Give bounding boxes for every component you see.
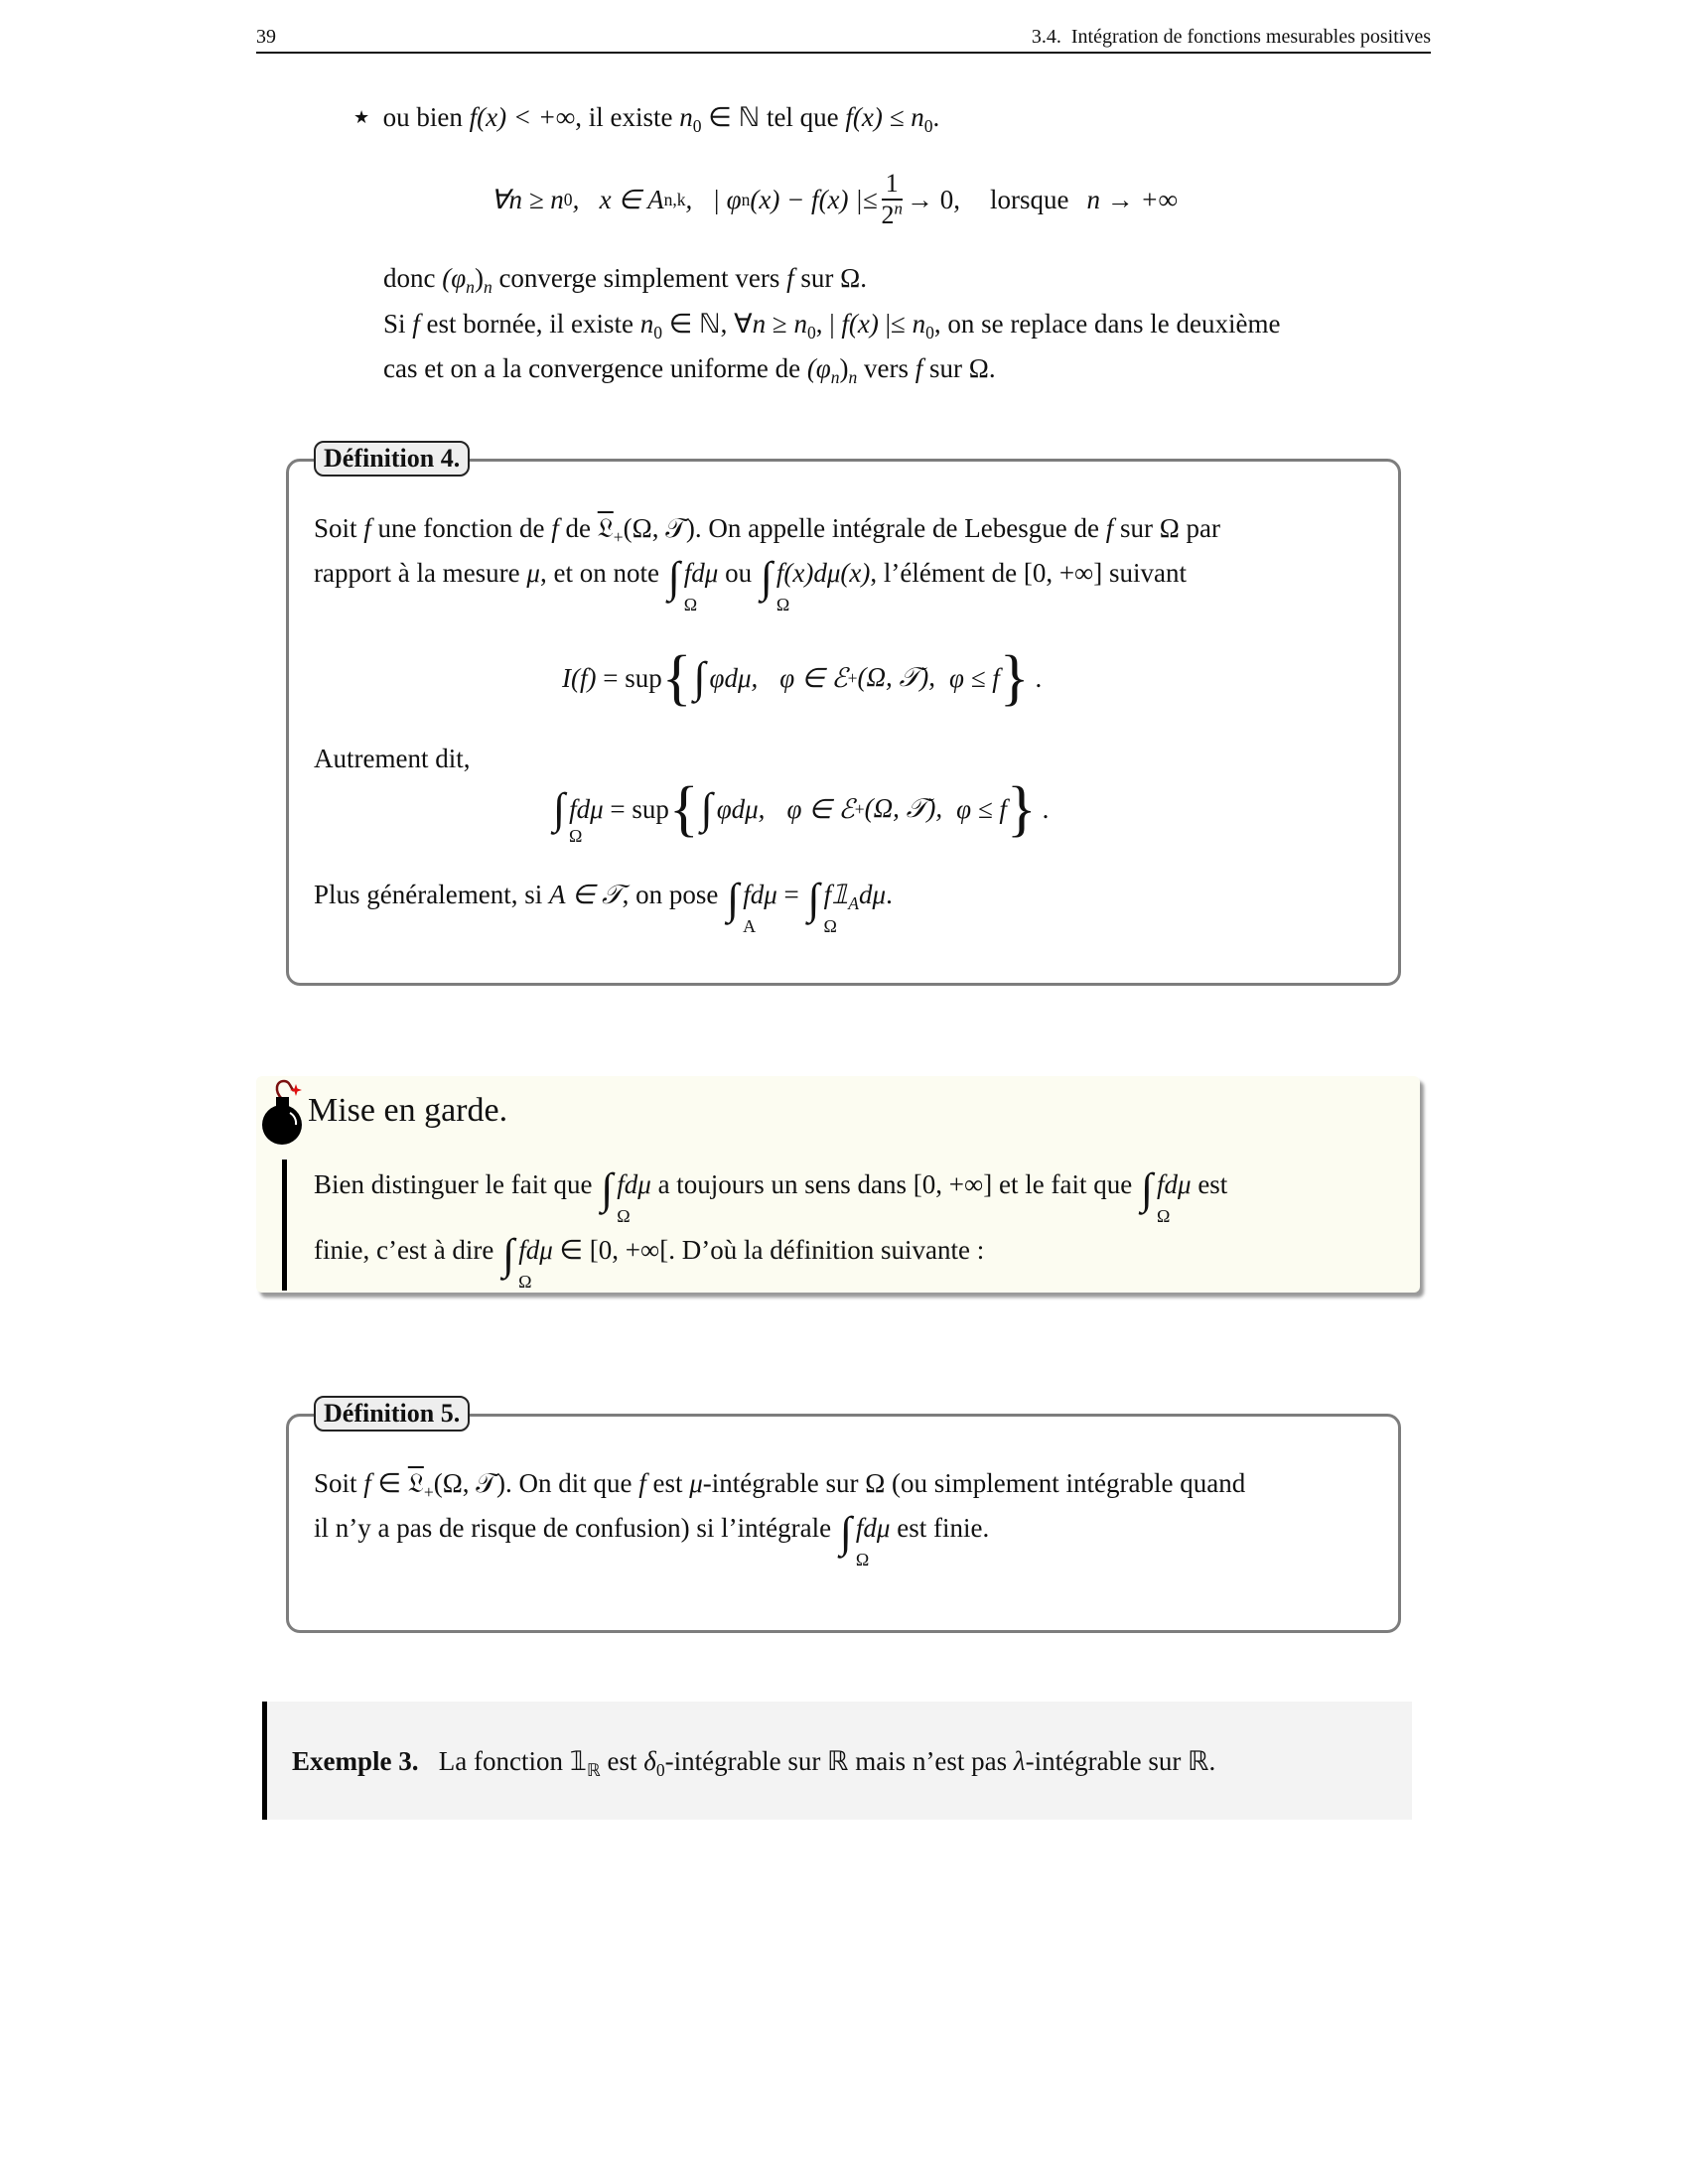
math: fdμ [617,1169,651,1199]
math: (φ [806,353,831,383]
integral-sign [700,784,713,833]
header-rule [256,52,1431,54]
math: n [679,102,693,132]
definition-4-line: Autrement dit, [314,744,471,773]
math: ∫ [839,1508,852,1557]
definition-4-equation-1: I(f) = sup { ∫ φdμ, φ ∈ ℰ + (Ω, 𝒯), φ ≤ f } . [562,644,1043,712]
math: dμ [859,880,887,909]
text: est [645,1468,690,1498]
math-sub: 0 [923,116,933,137]
math: f𝟙 [823,880,849,909]
text: ∈ [0, +∞[. D’où la définition suivante : [552,1235,985,1265]
math: f [638,1468,646,1498]
math-sub: n [830,367,840,388]
text: sur Ω par [1113,513,1221,543]
math: fdμ [569,793,604,824]
math: f [914,353,923,383]
integral-limit: Ω [855,1550,870,1570]
text: donc [383,263,443,293]
definition-4-equation-2: ∫ Ω fdμ = sup { ∫ φdμ, φ ∈ ℰ + (Ω, 𝒯), φ ≤ f } . [553,775,1050,846]
right-brace: } [999,644,1030,712]
text: de [558,513,598,543]
math: fdμ [743,880,777,909]
math: (Ω, 𝒯) [623,513,695,543]
math: . [886,880,893,909]
text: cas et on a la convergence uniforme de [383,353,807,383]
math: φ ∈ ℰ [779,662,848,693]
math: ≥ [766,309,794,339]
math: 𝔏 [597,513,614,543]
paragraph-line [383,352,996,388]
math: n [752,309,767,339]
text: . On appelle intégrale de Lebesgue de [694,513,1106,543]
text: ou bien [382,102,470,132]
math: = [776,880,806,909]
math: ∫ [553,784,566,833]
text: est finie. [890,1513,990,1543]
math: n [912,309,926,339]
example-3-text [292,1745,1216,1781]
integral-limit: Ω [617,1206,631,1226]
math: fdμ [855,1513,891,1543]
integral-limit: Ω [823,916,837,936]
text: rapport à la mesure [314,558,527,588]
warning-title: Mise en garde. [308,1092,508,1129]
math: λ [1013,1746,1026,1776]
math-sub: 0 [806,323,816,343]
definition-4-line [314,512,1221,548]
math: . [1042,793,1050,824]
math: f [1105,513,1114,543]
text: Bien distinguer le fait que [314,1169,600,1199]
math-sub: n [483,277,492,298]
text: est [1191,1169,1228,1199]
math: φdμ, [709,662,759,693]
math-sub: 0 [692,116,702,137]
text: sur Ω. [793,263,867,293]
integral-limit: Ω [683,595,698,614]
math: ∈ ℕ [701,102,761,132]
definition-4-line [314,553,1188,614]
paragraph-line [383,308,1281,343]
running-header: 3.4. Intégration de fonctions mesurables positives [1031,26,1431,48]
math: f(x) [841,309,879,339]
definition-5-line [314,1508,990,1570]
text: ou [718,558,759,588]
fraction-numerator: 1 [885,169,899,199]
math: I(f) [562,662,597,693]
right-brace: } [1006,775,1037,843]
math: = sup [603,793,669,824]
math: 2 [881,200,895,229]
math: , | φ [685,184,742,214]
math: 𝔏 [407,1468,424,1498]
paragraph-line [383,262,867,298]
text: est bornée, il existe [419,309,640,339]
math: ) [474,263,484,293]
text: , et on note [539,558,666,588]
text: Soit [314,1468,364,1498]
text: . On dit que [504,1468,639,1498]
integral-limit: Ω [775,595,790,614]
math: |≤ [878,309,913,339]
math: (Ω, 𝒯), [864,793,943,823]
integral-limit: Ω [569,826,583,846]
integral-sign [760,553,790,614]
math: ∫ [667,553,680,602]
text: tel que [760,102,846,132]
integral-sign [601,1164,631,1226]
text: , on pose [622,880,726,909]
math: f [551,513,559,543]
text: Soit [314,513,364,543]
math: ∫ [807,875,820,923]
integral-limit: A [743,916,757,936]
text: La fonction [438,1746,570,1776]
math: f(x) < +∞ [469,102,576,132]
math: (Ω, 𝒯) [433,1468,505,1498]
bomb-icon [260,1077,310,1157]
page-number: 39 [256,26,276,48]
star-icon: ★ [353,107,370,127]
text: -intégrable sur ℝ mais n’est pas [664,1746,1014,1776]
math: μ [526,558,540,588]
math: φ ≤ f [948,662,1000,693]
math: ∫ [700,784,713,833]
definition-4-line [314,875,893,936]
math: φ ≤ f [956,793,1007,824]
definition-4-title: Définition 4. [314,441,470,477]
math-sub: n [848,367,858,388]
math: (Ω, 𝒯), [857,662,935,692]
integral-limit: Ω [518,1272,532,1292]
text: lorsque [989,184,1069,214]
integral-sign [502,1230,532,1292]
warning-vertical-bar [282,1160,287,1291]
text: , on se replace dans le deuxième [933,309,1281,339]
math: f(x) ≤ n [845,102,924,132]
math-sub: ℝ [586,1760,601,1781]
math: ∈ [370,1468,408,1498]
math: f [786,263,794,293]
math: φdμ, [716,793,766,824]
math: n [793,309,807,339]
math: 𝟙 [569,1746,587,1776]
math: ∀n ≥ n [491,184,564,214]
text: finie, c’est à dire [314,1235,501,1265]
text: , l’élément de [0, +∞] suivant [870,558,1188,588]
math-sub: + [423,1482,434,1503]
math: (φ [442,263,467,293]
left-brace: { [668,775,699,843]
math: ∫ [760,553,773,602]
math: ∫ [727,875,740,923]
integral-sign [553,784,583,846]
text: ∈ ℕ, ∀ [662,309,753,339]
math-sub: + [613,527,624,548]
integral-sign [667,553,698,614]
math: ∫ [601,1164,614,1213]
fraction-denominator [882,201,903,230]
math: A ∈ 𝒯 [548,880,623,909]
text: une fonction de [370,513,552,543]
math: f [363,1468,371,1498]
math-sub: A [848,893,859,914]
text: a toujours un sens dans [0, +∞] et le fait que [650,1169,1139,1199]
math: f [363,513,371,543]
definition-5-title: Définition 5. [314,1396,470,1432]
math: fdμ [518,1235,553,1265]
integral-limit: Ω [1156,1206,1171,1226]
warning-line [314,1230,985,1292]
display-formula: ∀n ≥ n 0 , x ∈ A n,k , | φ n (x) − f(x) |≤ $\frac{1}{2^n}$ → 0, lorsque n → +∞ [491,169,1178,229]
math-sub: n [466,277,475,298]
math: ∫ [1140,1164,1153,1213]
text: vers [857,353,915,383]
integral-sign [839,1508,870,1570]
text: . [932,102,940,132]
math: n → +∞ [1086,184,1178,214]
math: fdμ [683,558,719,588]
fraction [882,169,903,230]
text: converge simplement vers [492,263,787,293]
math: , | [815,309,842,339]
math: μ [689,1468,703,1498]
definition-5-line [314,1467,1246,1503]
math: n [639,309,654,339]
math: f [412,309,420,339]
integral-sign [1140,1164,1171,1226]
math-sub: 0 [925,323,934,343]
text: -intégrable sur ℝ. [1025,1746,1216,1776]
integral-sign [693,653,706,702]
math: ) [839,353,849,383]
math: → 0, [906,184,960,214]
text: il n’y a pas de risque de confusion) si l’intégrale [314,1513,838,1543]
math: ∫ [502,1230,515,1279]
bullet-item [353,101,940,137]
text: Plus généralement, si [314,880,549,909]
text: est [600,1746,644,1776]
left-brace: { [661,644,692,712]
example-label: Exemple 3. [292,1746,419,1776]
math: = sup [596,662,662,693]
math: fdμ [1157,1169,1192,1199]
math: . [1035,662,1043,693]
math: (x) − f(x) |≤ [750,184,878,214]
example-3-bar [262,1702,267,1820]
math-sup: n [894,199,903,218]
math-sub: 0 [655,1760,665,1781]
text: , il existe [575,102,680,132]
text: Si [383,309,413,339]
math: f(x)dμ(x) [775,558,871,588]
math: ∫ [693,653,706,702]
text: sur Ω. [922,353,996,383]
math-sub: 0 [653,323,662,343]
math: φ ∈ ℰ [786,793,855,824]
math: δ [643,1746,656,1776]
math: , x ∈ A [572,184,664,214]
integral-sign [727,875,757,936]
text: -intégrable sur Ω (ou simplement intégrable quand [702,1468,1246,1498]
warning-line [314,1164,1228,1226]
